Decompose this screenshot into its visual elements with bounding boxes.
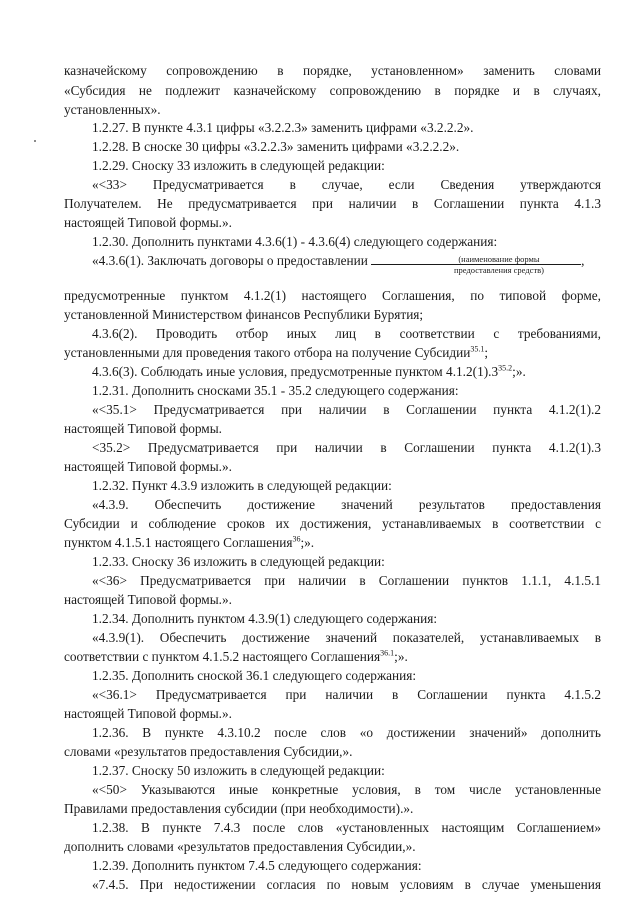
text-line: [64, 648, 601, 665]
line-text: «<35.1> Предусматривается при наличии в Соглашении пункта 4.1.2(1).2: [92, 402, 601, 417]
caption-line-1: (наименование формы: [458, 254, 540, 264]
line-text: соответствии с пунктом 4.1.5.2 настоящего Соглашения: [64, 649, 381, 664]
text-line: [92, 363, 601, 380]
text-line: [64, 420, 601, 437]
text-line: [92, 819, 601, 836]
line-text: 1.2.34. Дополнить пунктом 4.3.9(1) следующего содержания:: [92, 611, 438, 626]
line-text: 1.2.29. Сноску 33 изложить в следующей редакции:: [92, 158, 385, 173]
line-text: словами «результатов предоставления Субсидии,».: [64, 744, 353, 759]
text-line: [64, 458, 601, 475]
text-line: [64, 743, 601, 760]
text-line: [92, 572, 601, 589]
line-text: 1.2.31. Дополнить сносками 35.1 - 35.2 следующего содержания:: [92, 383, 459, 398]
line-text: «<36> Предусматривается при наличии в Соглашении пунктов 1.1.1, 4.1.5.1: [92, 573, 601, 588]
line-text: Получателем. Не предусматривается при наличии в Соглашении пункта 4.1.3: [64, 196, 601, 211]
line-text: установленными для проведения такого отбора на получение Субсидии: [64, 345, 471, 360]
line-text: «Субсидия не подлежит казначейскому сопровождению в порядке и в случаях,: [64, 83, 601, 98]
footnote-ref: 36: [292, 534, 301, 544]
text-line: [92, 382, 601, 399]
line-text: «4.3.9. Обеспечить достижение значений результатов предоставления: [92, 497, 601, 512]
text-line: [64, 287, 601, 304]
line-text: Субсидии и соблюдение сроков их достижения, устанавливаемых в соответствии с: [64, 516, 601, 531]
line-text: установленной Министерством финансов Республики Бурятия;: [64, 307, 424, 322]
text-line: [64, 800, 601, 817]
text-line: [92, 610, 601, 627]
text-line: [92, 176, 601, 193]
line-text: настоящей Типовой формы.».: [64, 706, 232, 721]
text-line: [92, 496, 601, 513]
line-text: «7.4.5. При недостижении согласия по новым условиям в случае уменьшения: [92, 877, 601, 892]
line-text: 1.2.37. Сноску 50 изложить в следующей редакции:: [92, 763, 385, 778]
line-tail: ;».: [394, 649, 408, 664]
line-text: дополнить словами «результатов предоставления Субсидии,».: [64, 839, 416, 854]
text-line: [92, 667, 601, 684]
text-line: [92, 857, 601, 874]
line-text: 1.2.35. Дополнить сноской 36.1 следующего содержания:: [92, 668, 417, 683]
line-text: «<36.1> Предусматривается при наличии в Соглашении пункта 4.1.5.2: [92, 687, 601, 702]
footnote-ref: 36.1: [380, 648, 395, 658]
line-text: 1.2.36. В пункте 4.3.10.2 после слов «о достижении значений» дополнить: [92, 725, 601, 740]
line-text: предусмотренные пунктом 4.1.2(1) настоящего Соглашения, по типовой форме,: [64, 288, 601, 303]
line-text: 4.3.6(3). Соблюдать иные условия, предусмотренные пунктом 4.1.2(1).3: [92, 364, 499, 379]
line-text: казначейскому сопровождению в порядке, установленном» заменить словами: [64, 63, 601, 78]
caption-line-2: предоставления средств): [454, 265, 544, 275]
text-line: [92, 629, 601, 646]
footnote-ref: 35.2: [498, 363, 513, 373]
text-line: [92, 439, 601, 456]
text-line: [64, 101, 601, 118]
text-line: [92, 119, 601, 136]
line-text: 1.2.27. В пункте 4.3.1 цифры «3.2.2.3» заменить цифрами «3.2.2.2».: [92, 120, 474, 135]
text-line: [92, 781, 601, 798]
line-text: «<50> Указываются иные конкретные условия, в том числе установленные: [92, 782, 601, 797]
text-line: [64, 195, 601, 212]
line-text: 1.2.28. В сноске 30 цифры «3.2.2.3» заменить цифрами «3.2.2.2».: [92, 139, 460, 154]
text-line: [64, 534, 601, 551]
footnote-ref: 35.1: [470, 344, 485, 354]
text-line: [92, 724, 601, 741]
text-line: [64, 306, 601, 323]
line-text: настоящей Типовой формы.».: [64, 592, 232, 607]
line-text: 4.3.6(2). Проводить отбор иных лиц в соответствии с требованиями,: [92, 326, 601, 341]
line-text: «4.3.6(1). Заключать договоры о предоставлении: [92, 253, 368, 268]
text-line: [92, 157, 601, 174]
text-line: [92, 686, 601, 703]
text-line: [64, 344, 601, 361]
line-text: 1.2.30. Дополнить пунктами 4.3.6(1) - 4.3.6(4) следующего содержания:: [92, 234, 498, 249]
text-line: [92, 401, 601, 418]
line-text: «4.3.9(1). Обеспечить достижение значений показателей, устанавливаемых в: [92, 630, 601, 645]
line-tail: ,: [581, 253, 585, 268]
scan-speck: [34, 140, 36, 142]
text-line: [64, 591, 601, 608]
text-line: [92, 876, 601, 893]
text-line: [64, 838, 601, 855]
text-line: [92, 325, 601, 342]
text-line: [92, 477, 601, 494]
text-line: [92, 233, 601, 250]
text-line: [64, 705, 601, 722]
line-text: 1.2.38. В пункте 7.4.3 после слов «установленных настоящим Соглашением»: [92, 820, 601, 835]
text-line: [64, 82, 601, 99]
text-line: [92, 553, 601, 570]
line-text: настоящей Типовой формы.».: [64, 459, 232, 474]
line-text: «<33> Предусматривается в случае, если Сведения утверждаются: [92, 177, 601, 192]
text-line: [64, 515, 601, 532]
line-text: пунктом 4.1.5.1 настоящего Соглашения: [64, 535, 293, 550]
text-line: [64, 62, 601, 79]
line-text: настоящей Типовой формы.».: [64, 215, 232, 230]
text-line: [64, 214, 601, 231]
line-tail: ;: [484, 345, 489, 360]
form-caption: [394, 254, 604, 276]
line-text: Правилами предоставления субсидии (при необходимости).».: [64, 801, 414, 816]
text-line: [92, 138, 601, 155]
line-text: <35.2> Предусматривается при наличии в Соглашении пункта 4.1.2(1).3: [92, 440, 601, 455]
line-tail: ;».: [512, 364, 526, 379]
text-line: [92, 762, 601, 779]
line-text: установленных».: [64, 102, 161, 117]
line-text: 1.2.32. Пункт 4.3.9 изложить в следующей редакции:: [92, 478, 392, 493]
line-text: 1.2.39. Дополнить пунктом 7.4.5 следующего содержания:: [92, 858, 422, 873]
line-tail: ;».: [300, 535, 315, 550]
line-text: настоящей Типовой формы.: [64, 421, 222, 436]
line-text: 1.2.33. Сноску 36 изложить в следующей редакции:: [92, 554, 385, 569]
